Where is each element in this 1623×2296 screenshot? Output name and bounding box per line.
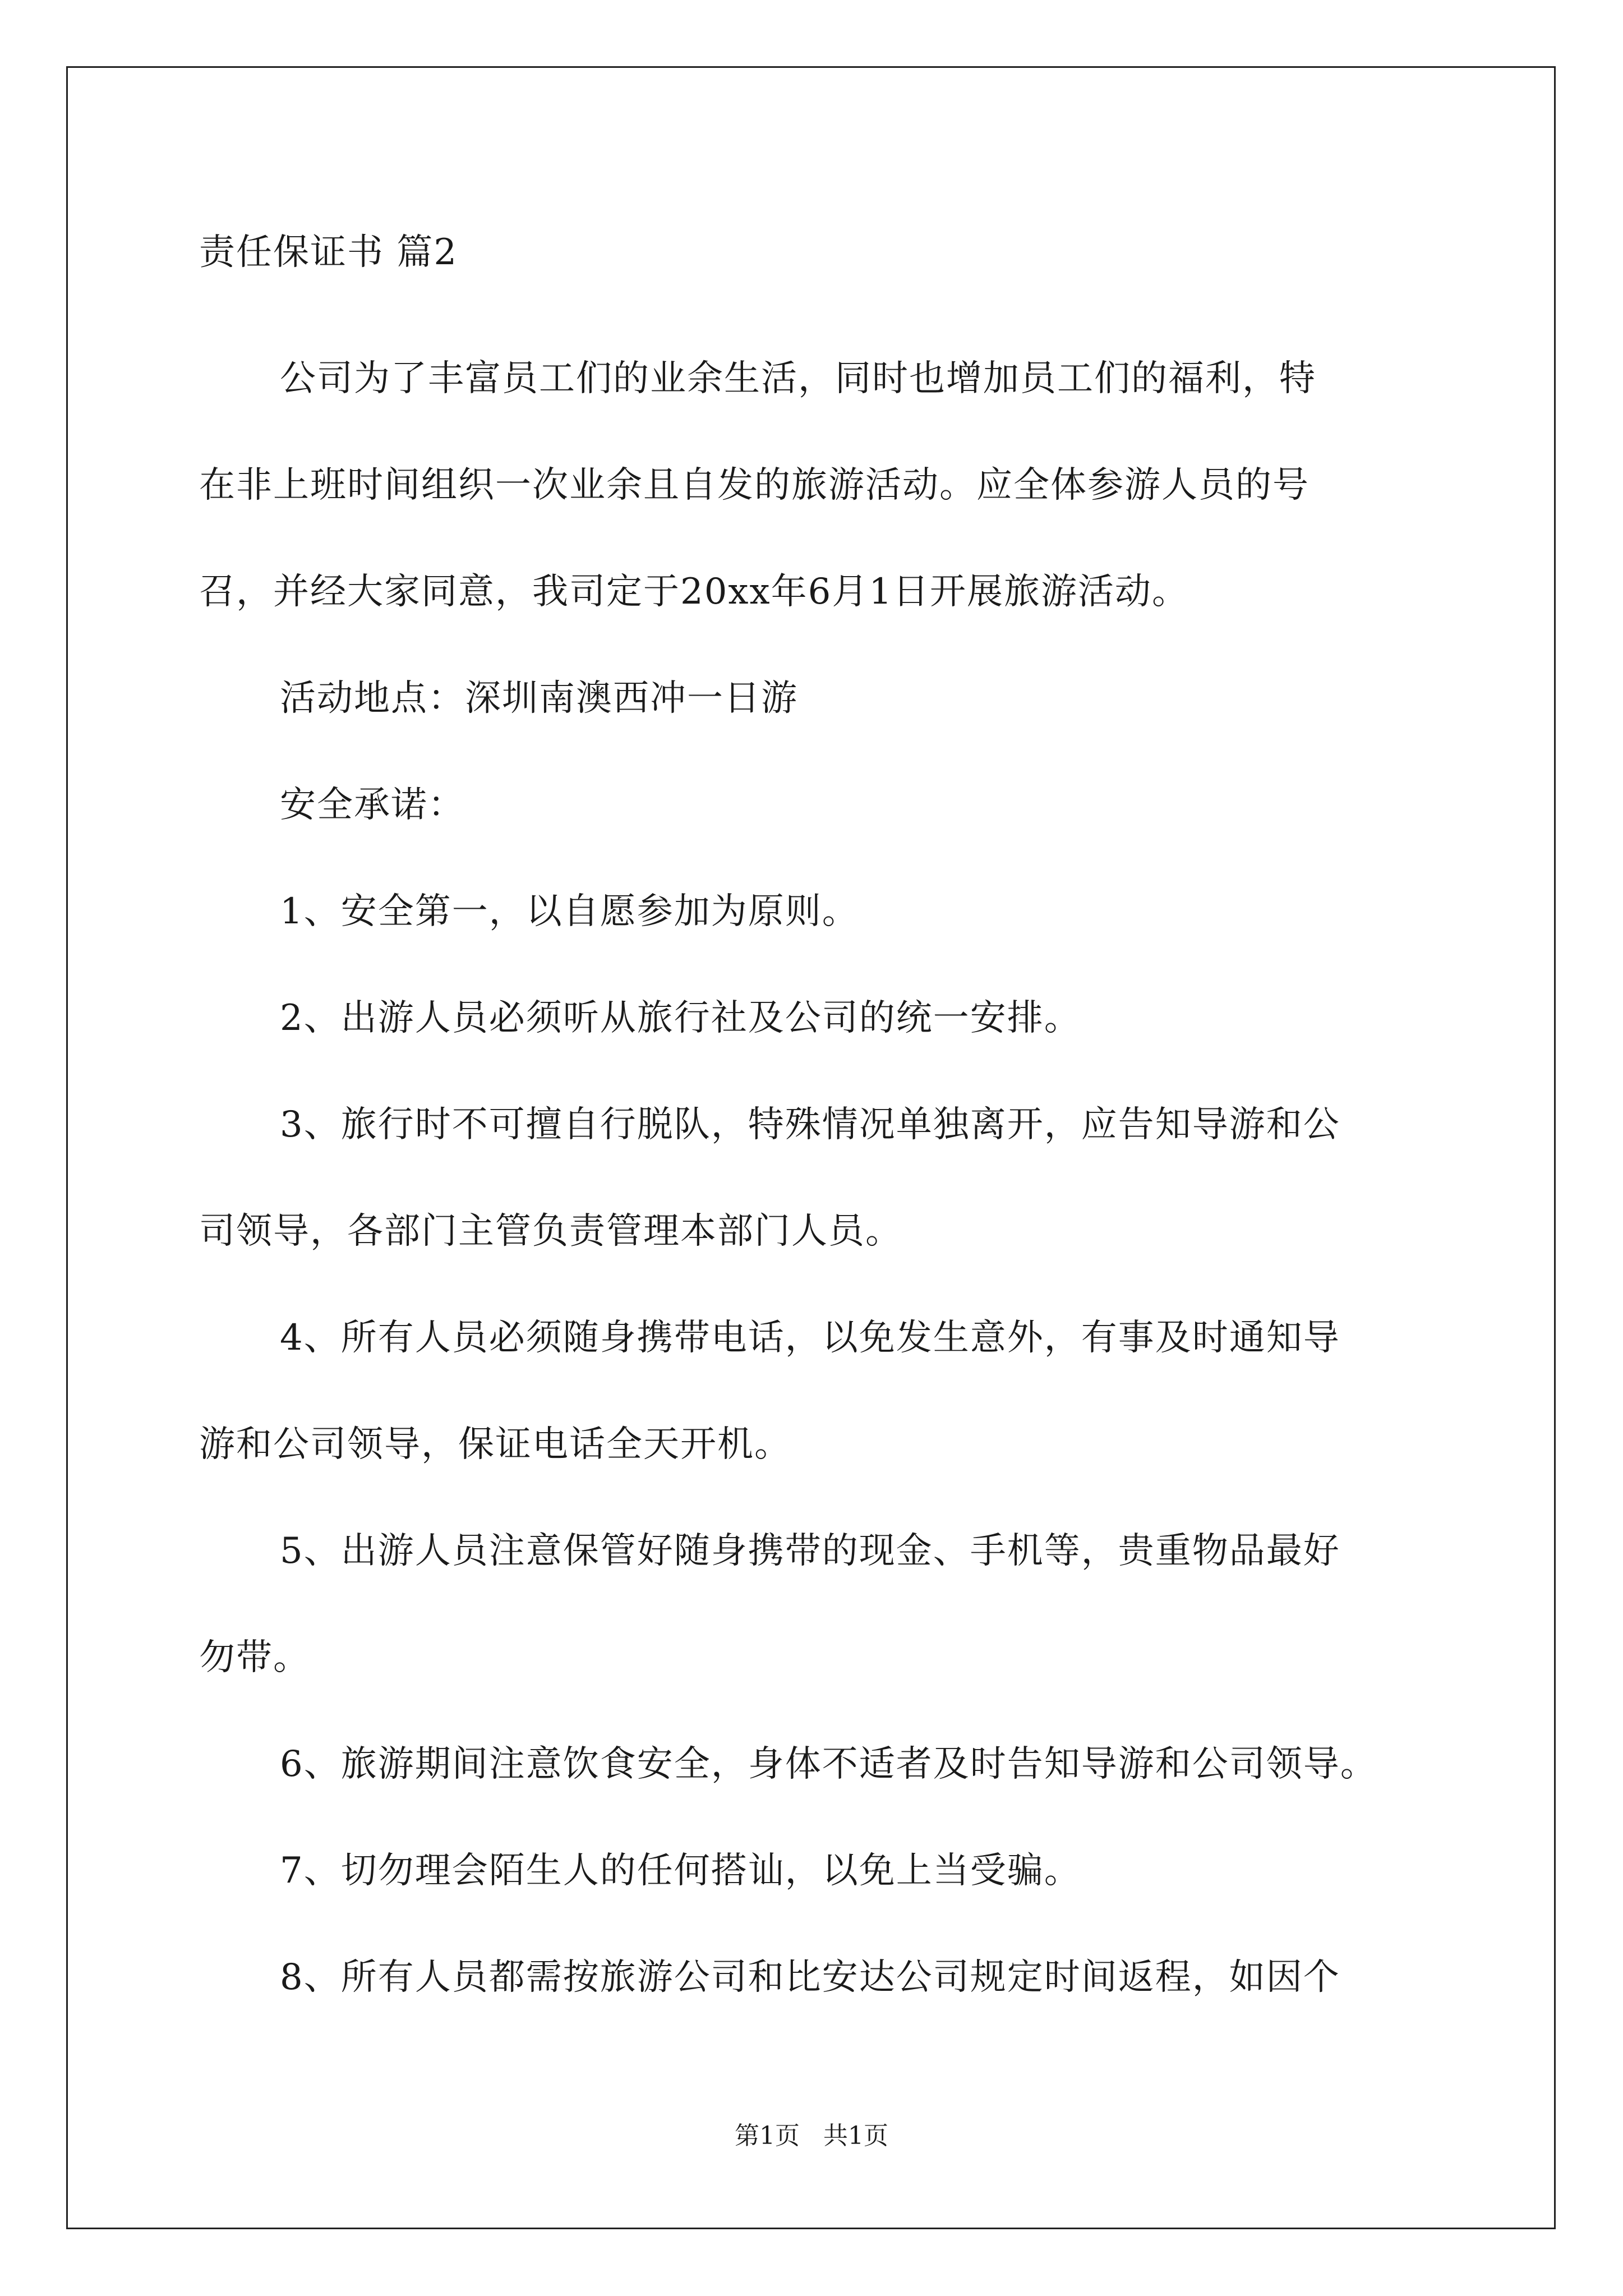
list-item-4: 4、所有人员必须随身携带电话，以免发生意外，有事及时通知导 游和公司领导，保证电话全天开机。	[199, 1317, 1340, 1465]
list-item-2: 2、出游人员必须听从旅行社及公司的统一安排。	[280, 997, 1081, 1039]
paragraph-safety-heading: 安全承诺：	[280, 784, 465, 826]
paragraph-intro: 公司为了丰富员工们的业余生活，同时也增加员工们的福利，特 在非上班时间组织一次业余且自发的旅游活动。应全体参游人员的号 召，并经大家同意，我司定于20xx年6月1日开展旅游活动。	[199, 358, 1316, 613]
list-item-7: 7、切勿理会陌生人的任何搭讪，以免上当受骗。	[280, 1850, 1081, 1892]
list-item-1: 1、安全第一，以自愿参加为原则。	[280, 891, 859, 932]
paragraph-location: 活动地点：深圳南澳西冲一日游	[280, 678, 798, 719]
list-item-8: 8、所有人员都需按旅游公司和比安达公司规定时间返程，如因个	[280, 1957, 1340, 1998]
list-item-3: 3、旅行时不可擅自行脱队，特殊情况单独离开，应告知导游和公 司领导，各部门主管负责管理本部门人员。	[199, 1104, 1340, 1252]
list-item-6: 6、旅游期间注意饮食安全，身体不适者及时告知导游和公司领导。	[280, 1743, 1377, 1785]
page-number-footer: 第1页 共1页	[735, 2122, 888, 2150]
document-body	[199, 219, 1427, 2031]
document-title: 责任保证书 篇2	[199, 232, 458, 273]
list-item-5: 5、出游人员注意保管好随身携带的现金、手机等，贵重物品最好 勿带。	[199, 1530, 1340, 1678]
